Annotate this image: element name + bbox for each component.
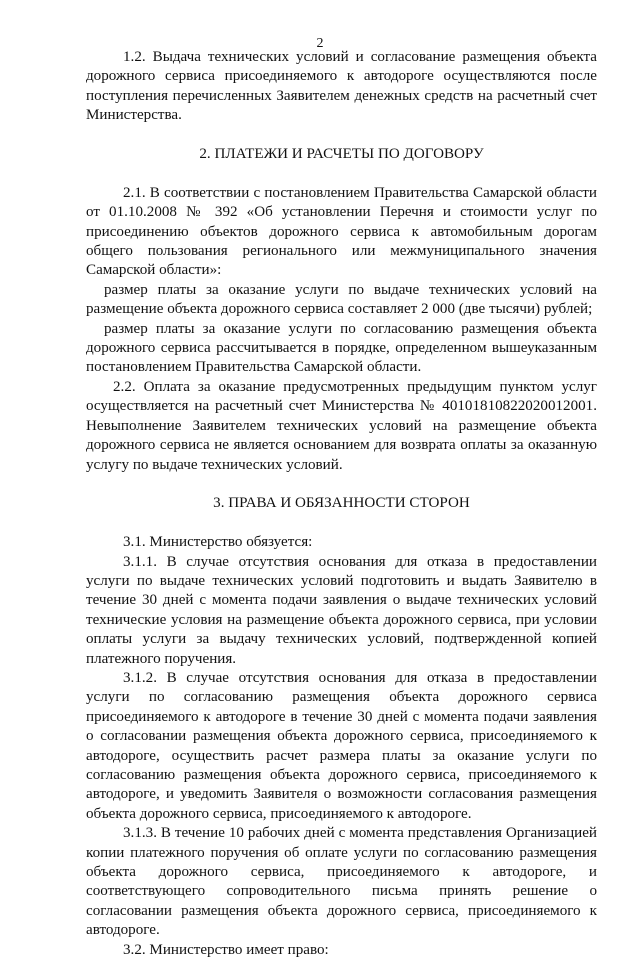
clause-2-1-fee-placement: размер платы за оказание услуги по согласованию размещения объекта дорожного сервиса рассчитывается в порядке, определенном вышеуказанным постановлением Правительства Самарской области. (86, 320, 597, 376)
document-body (86, 48, 597, 960)
clause-1-2: 1.2. Выдача технических условий и согласование размещения объекта дорожного сервиса присоединяемого к автодороге осуществляются после поступления перечисленных Заявителем денежных средств на расчетный счет Министерства. (86, 49, 597, 124)
clause-3-2: 3.2. Министерство имеет право: (123, 941, 329, 958)
clause-3-1-1: 3.1.1. В случае отсутствия основания для отказа в предоставлении услуги по выдаче технических условий подготовить и выдать Заявителю в течение 30 дней с момента подачи заявления о выдаче технических условий технические условия на размещение объекта дорожного сервиса, при условии оплаты услуги за выдачу технических условий, подтвержденной копией платежного поручения. (86, 553, 597, 667)
spacer (86, 164, 597, 183)
section-2-heading: 2. ПЛАТЕЖИ И РАСЧЕТЫ ПО ДОГОВОРУ (199, 146, 484, 163)
clause-2-2: 2.2. Оплата за оказание предусмотренных предыдущим пунктом услуг осуществляется на расчетный счет Министерства № 40101810822020012001. Невыполнение Заявителем технических условий на размещение объекта дорожного сервиса не является основанием для возврата оплаты за оказанную услугу по выдаче технических условий. (86, 378, 597, 473)
section-3-heading: 3. ПРАВА И ОБЯЗАННОСТИ СТОРОН (213, 495, 470, 512)
clause-3-1: 3.1. Министерство обязуется: (123, 534, 313, 551)
clause-2-1: 2.1. В соответствии с постановлением Правительства Самарской области от 01.10.2008 № 392 «Об установлении Перечня и стоимости услуг по присоединению объектов дорожного сервиса к автомобильным дорогам общего пользования регионального или межмуниципального значения Самарской области»: (86, 184, 597, 279)
clause-3-1-2: 3.1.2. В случае отсутствия основания для отказа в предоставлении услуги по согласованию размещения объекта дорожного сервиса присоединяемого к автодороге в течение 30 дней с момента подачи заявления о согласовании размещения объекта дорожного сервиса, присоединяемого к автодороге, осуществить расчет размера платы за оказание услуги по согласованию размещения объекта дорожного сервиса, присоединяемого к автодороге, и уведомить Заявителя о возможности согласования размещения объекта дорожного сервиса, присоединяемого к автодороге. (86, 669, 597, 822)
page-number: 2 (316, 36, 324, 51)
clause-2-1-fee-tech-conditions: размер платы за оказание услуги по выдаче технических условий на размещение объекта дорожного сервиса составляет 2 000 (две тысячи) рублей; (86, 281, 597, 318)
clause-3-1-3: 3.1.3. В течение 10 рабочих дней с момента представления Организацией копии платежного поручения об оплате услуги по согласованию размещения объекта дорожного сервиса, присоединяемого к автодороге, и соответствующего сопроводительного письма принять решение о согласовании размещения объекта дорожного сервиса, присоединяемого к автодороге. (86, 825, 597, 939)
spacer (86, 126, 597, 145)
spacer (86, 475, 597, 494)
spacer (86, 514, 597, 533)
